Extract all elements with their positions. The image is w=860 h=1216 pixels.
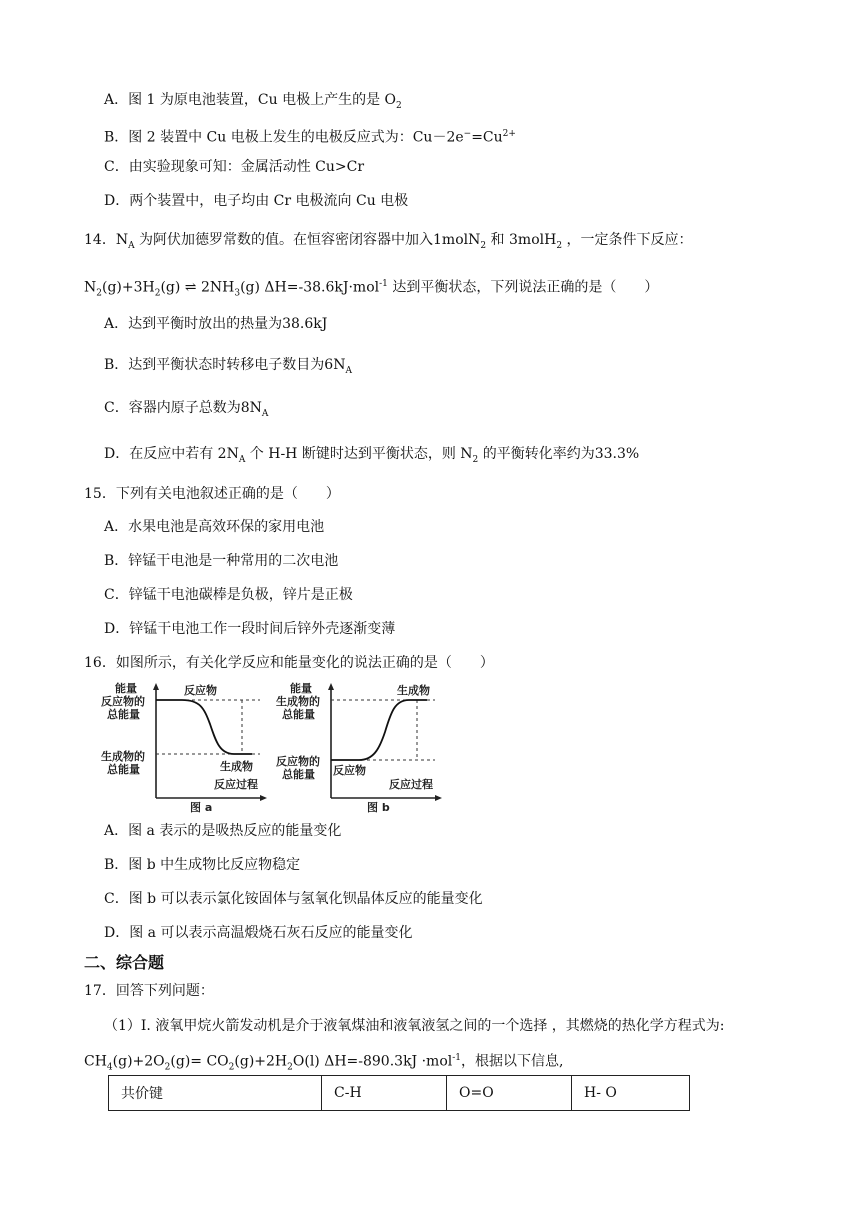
fig-b-top-label2: 总能量 bbox=[282, 708, 315, 721]
q13-option-b-sup2: 2+ bbox=[502, 129, 516, 139]
q14-eq-sub: 2 bbox=[96, 288, 102, 299]
fig-a-caption: 图 a bbox=[190, 801, 213, 814]
fig-a-y-arrow bbox=[153, 683, 159, 690]
q17-eq-sub: 2 bbox=[228, 1062, 235, 1073]
q14-option-b bbox=[104, 355, 352, 381]
q14-option-d-part: D．在反应中若有 2N bbox=[104, 446, 239, 462]
table-cell: O=O bbox=[447, 1076, 572, 1111]
fig-b-start-tag: 反应物 bbox=[333, 764, 366, 777]
bond-energy-table bbox=[108, 1075, 690, 1111]
q14-eq-sub: 3 bbox=[234, 288, 241, 299]
q14-eq-sub: 2 bbox=[154, 288, 161, 299]
q14-stem-sub: A bbox=[128, 240, 135, 251]
q13-option-d: D．两个装置中，电子均由 Cr 电极流向 Cu 电极 bbox=[104, 193, 409, 209]
q14-stem-line1 bbox=[84, 230, 693, 256]
fig-b-x-arrow bbox=[435, 795, 442, 801]
q17-eq-part: O(l) ΔH=-890.3kJ ·mol bbox=[292, 1053, 453, 1070]
table-cell: C-H bbox=[322, 1076, 447, 1111]
q17-eq-part: CH bbox=[84, 1053, 107, 1070]
q14-eq-part: (g) ΔH=-38.6kJ·mol bbox=[240, 279, 380, 296]
fig-a-x-label: 反应过程 bbox=[214, 778, 258, 791]
q14-option-b-text: B．达到平衡状态时转移电子数目为6N bbox=[104, 357, 346, 373]
q15-option-b: B．锌锰干电池是一种常用的二次电池 bbox=[104, 553, 339, 569]
q13-option-b-mid: =Cu bbox=[471, 129, 503, 146]
q14-stem-sub: 2 bbox=[556, 240, 563, 251]
fig-a-bottom-label2: 总能量 bbox=[107, 763, 140, 776]
q14-option-d-part: 个 H-H 断键时达到平衡状态，则 N bbox=[245, 446, 473, 462]
fig-b-y-label: 能量 bbox=[290, 682, 312, 695]
q14-option-c-text: C．容器内原子总数为8N bbox=[104, 400, 262, 416]
fig-b-bottom-label1: 反应物的 bbox=[276, 755, 320, 768]
q17-stem: 17．回答下列问题： bbox=[84, 983, 214, 999]
q14-option-c-sub: A bbox=[261, 408, 269, 419]
fig-b-end-tag: 生成物 bbox=[397, 684, 430, 697]
q13-option-b-sup1: − bbox=[463, 129, 472, 139]
q14-option-d bbox=[104, 444, 639, 470]
fig-a-start-tag: 反应物 bbox=[184, 684, 217, 697]
q17-eq-sub: 2 bbox=[164, 1062, 171, 1073]
q14-stem-part: 14．N bbox=[84, 232, 129, 248]
section-heading: 二、综合题 bbox=[84, 953, 165, 972]
fig-a-energy-curve bbox=[156, 700, 252, 754]
q13-option-c: C．由实验现象可知：金属活动性 Cu>Cr bbox=[104, 159, 365, 175]
fig-b-energy-curve bbox=[331, 700, 427, 760]
q16-option-d: D．图 a 可以表示高温煅烧石灰石反应的能量变化 bbox=[104, 925, 413, 941]
q17-eq-part: (g)+2O bbox=[112, 1053, 165, 1070]
q15-option-d: D．锌锰干电池工作一段时间后锌外壳逐渐变薄 bbox=[104, 621, 396, 637]
table-cell: 共价键 bbox=[109, 1076, 322, 1111]
q15-option-a: A．水果电池是高效环保的家用电池 bbox=[104, 519, 325, 535]
q17-eq-part: ，根据以下信息, bbox=[461, 1053, 564, 1070]
q17-paragraph: （1）I. 液氧甲烷火箭发动机是介于液氧煤油和液氧液氢之间的一个选择 ，其燃烧的热化学方程式为: bbox=[104, 1018, 725, 1034]
q14-eq-sup: -1 bbox=[379, 279, 388, 289]
fig-a-top-label2: 总能量 bbox=[107, 708, 140, 721]
q16-option-a: A．图 a 表示的是吸热反应的能量变化 bbox=[104, 823, 342, 839]
q14-eq-part: N bbox=[84, 279, 97, 296]
q14-eq-part: 达到平衡状态，下列说法正确的是（ ） bbox=[387, 279, 659, 296]
fig-b-y-arrow bbox=[328, 683, 334, 690]
energy-diagram-a bbox=[100, 680, 270, 819]
q14-option-d-sub: 2 bbox=[472, 454, 479, 465]
q14-option-d-sub: A bbox=[238, 454, 246, 465]
fig-a-bottom-label1: 生成物的 bbox=[101, 750, 145, 763]
table-cell: H- O bbox=[572, 1076, 690, 1111]
table-row bbox=[109, 1076, 690, 1111]
fig-a-top-label1: 反应物的 bbox=[101, 695, 145, 708]
q17-eq-sub: 2 bbox=[287, 1062, 293, 1073]
q16-option-c: C．图 b 可以表示氯化铵固体与氢氧化钡晶体反应的能量变化 bbox=[104, 891, 483, 907]
q14-stem-sub: 2 bbox=[480, 240, 487, 251]
q13-option-b-text: B．图 2 装置中 Cu 电极上发生的电极反应式为：Cu－2e bbox=[104, 129, 464, 146]
q13-option-a-text: A．图 1 为原电池装置，Cu 电极上产生的是 O bbox=[104, 92, 397, 108]
fig-b-bottom-label2: 总能量 bbox=[282, 768, 315, 781]
q14-stem-part: 为阿伏加德罗常数的值。在恒容密闭容器中加入1molN bbox=[134, 232, 481, 248]
q14-option-c bbox=[104, 398, 268, 424]
q16-stem: 16．如图所示，有关化学反应和能量变化的说法正确的是（ ） bbox=[84, 655, 494, 671]
fig-b-x-label: 反应过程 bbox=[389, 778, 433, 791]
q15-stem: 15．下列有关电池叙述正确的是（ ） bbox=[84, 486, 340, 502]
q17-equation bbox=[84, 1048, 563, 1077]
q13-option-b bbox=[104, 124, 516, 148]
q17-eq-sub: 4 bbox=[106, 1062, 113, 1073]
q14-option-a: A．达到平衡时放出的热量为38.6kJ bbox=[104, 316, 328, 332]
q14-stem-line2 bbox=[84, 274, 658, 303]
q17-eq-part: (g)= CO bbox=[170, 1053, 229, 1070]
fig-b-top-label1: 生成物的 bbox=[276, 695, 320, 708]
q14-eq-part: (g) ⇌ 2NH bbox=[160, 279, 235, 296]
q14-option-d-part: 的平衡转化率约为33.3% bbox=[478, 446, 640, 462]
q13-option-a bbox=[104, 90, 402, 116]
q16-option-b: B．图 b 中生成物比反应物稳定 bbox=[104, 857, 301, 873]
q14-stem-part: ，一定条件下反应： bbox=[562, 232, 693, 248]
fig-a-y-label: 能量 bbox=[115, 682, 137, 695]
fig-a-end-tag: 生成物 bbox=[220, 760, 253, 773]
fig-b-caption: 图 b bbox=[367, 801, 390, 814]
q14-option-b-sub: A bbox=[345, 365, 352, 376]
q14-stem-part: 和 3molH bbox=[486, 232, 557, 248]
q17-eq-part: (g)+2H bbox=[234, 1053, 288, 1070]
fig-a-x-arrow bbox=[260, 795, 267, 801]
q13-option-a-sub: 2 bbox=[396, 100, 402, 111]
q15-option-c: C．锌锰干电池碳棒是负极，锌片是正极 bbox=[104, 587, 353, 603]
q14-eq-part: (g)+3H bbox=[101, 279, 155, 296]
energy-diagram-b bbox=[275, 680, 445, 819]
q17-eq-sup: -1 bbox=[452, 1053, 462, 1063]
